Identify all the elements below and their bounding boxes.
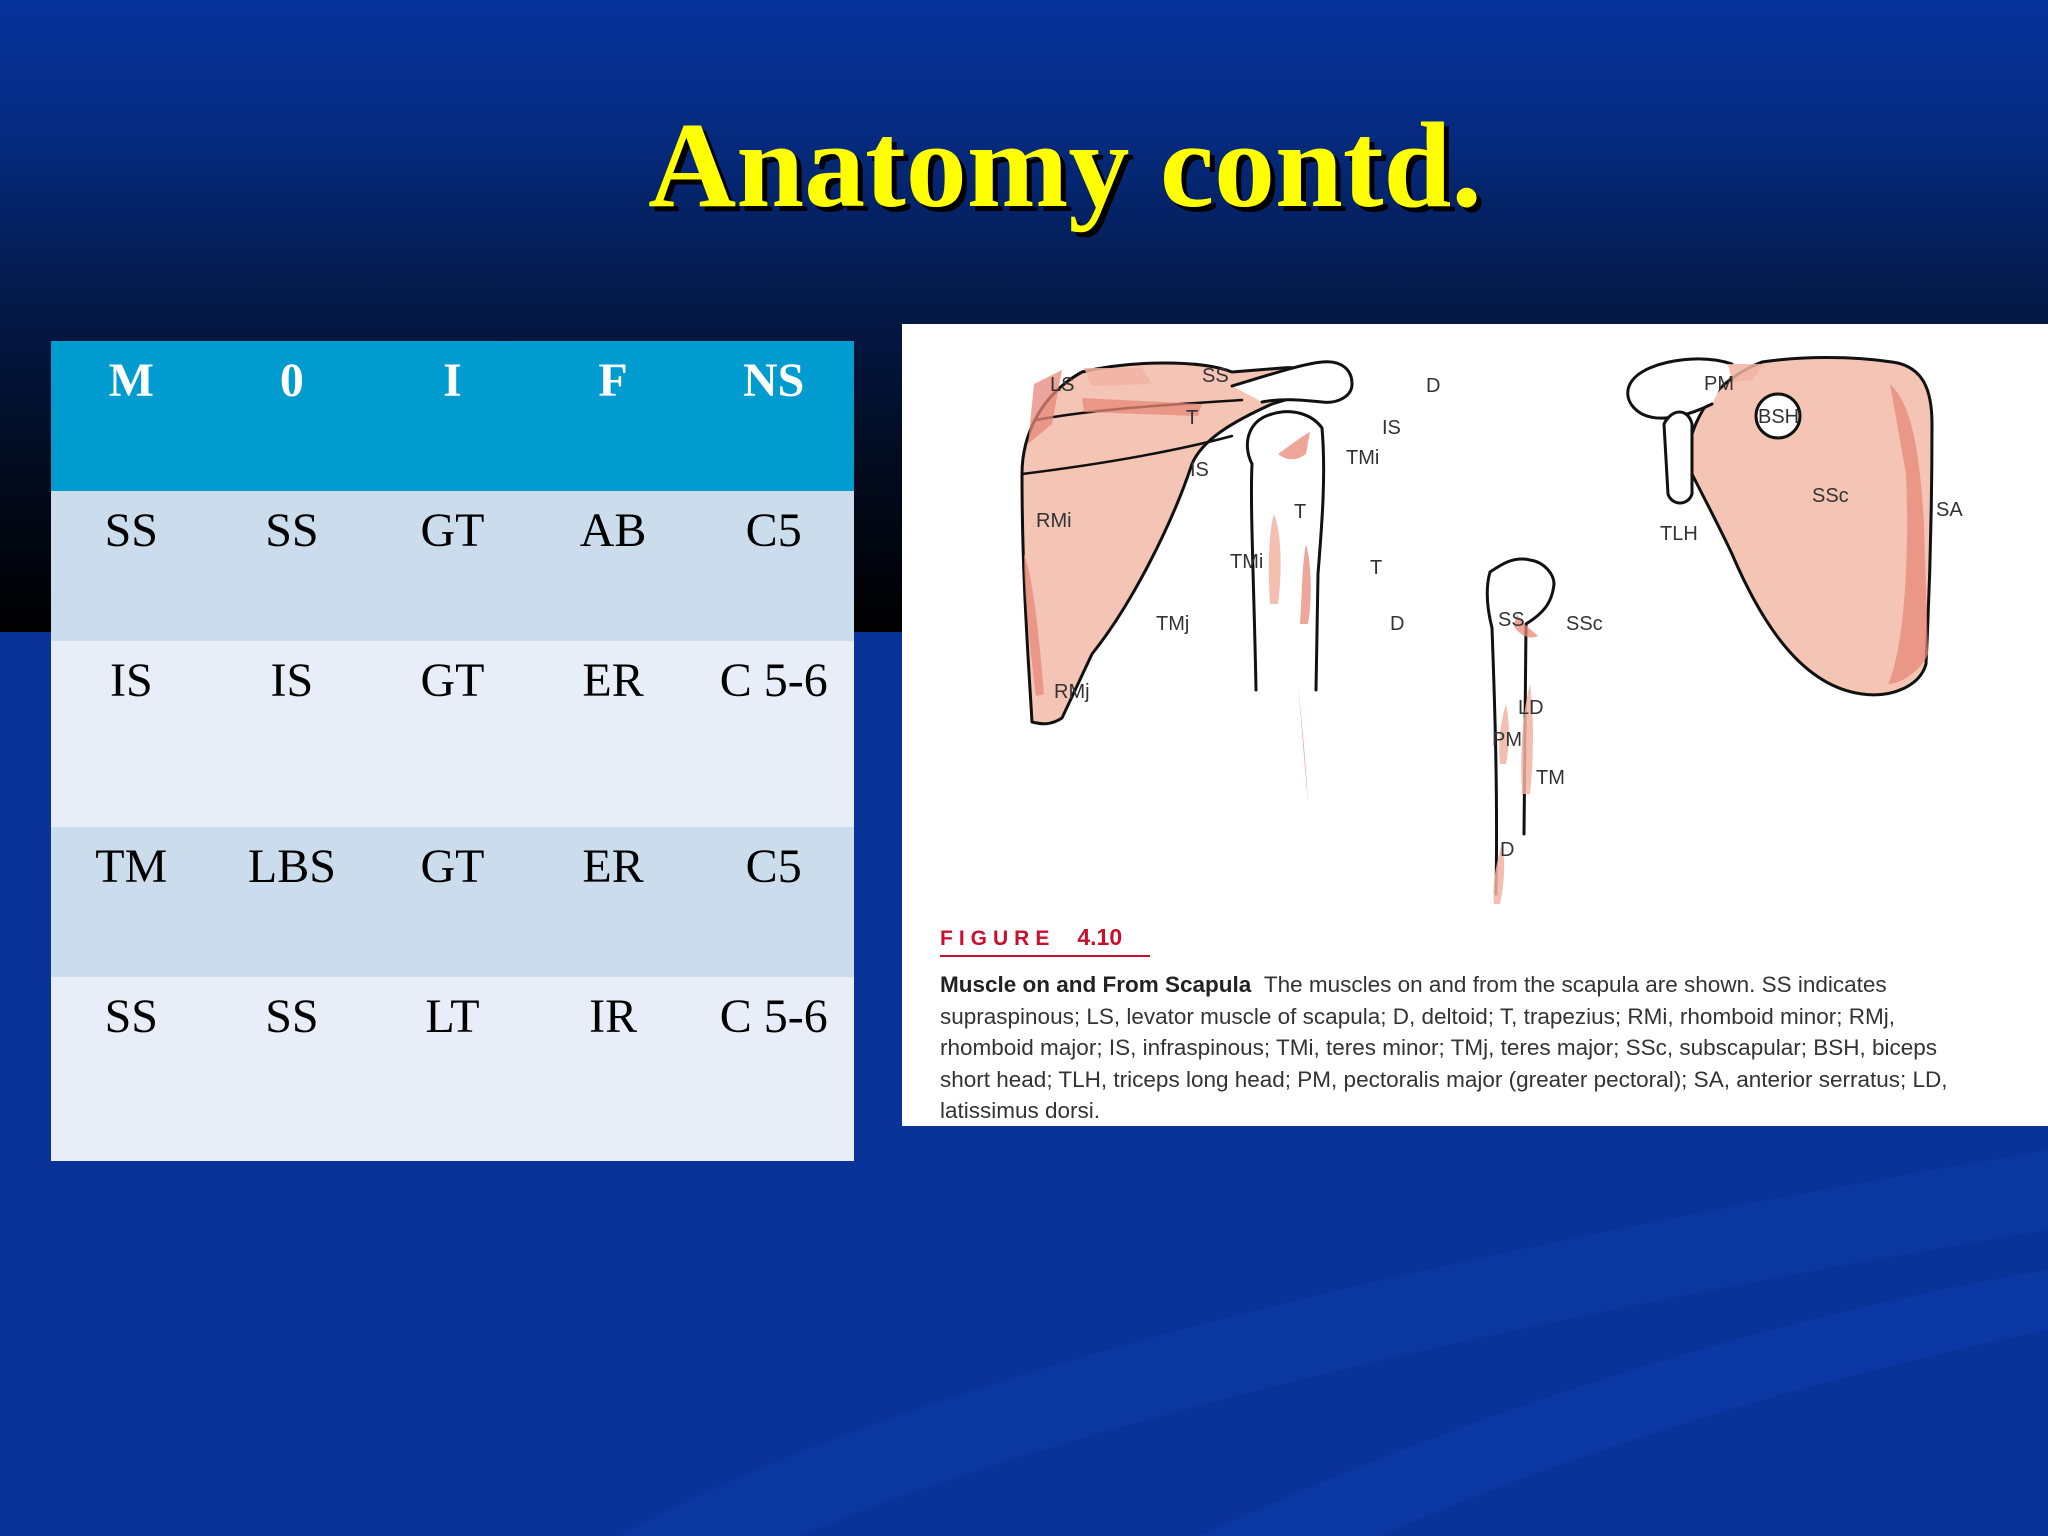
table-cell: LT bbox=[425, 990, 480, 1043]
table-cell: LBS bbox=[247, 840, 336, 893]
table-cell: C5 bbox=[745, 840, 802, 893]
figure-label: PM bbox=[1704, 373, 1734, 395]
caption-text bbox=[940, 969, 2040, 1126]
posterior-scapula bbox=[1022, 363, 1332, 724]
figure-label: T bbox=[1186, 407, 1199, 429]
figure-label: LS bbox=[1050, 374, 1075, 396]
figure-label: IS bbox=[1190, 459, 1209, 481]
table-cell: IR bbox=[589, 990, 638, 1043]
caption-line: rhomboid major; IS, infraspinous; TMi, teres minor; TMj, teres major; SSc, subscapular; BSH, biceps bbox=[940, 1035, 1938, 1060]
figure-label: TMi bbox=[1230, 551, 1264, 573]
table-cell: SS bbox=[104, 990, 158, 1043]
table-cell: IS bbox=[270, 654, 314, 707]
header-insertion: I bbox=[443, 354, 462, 407]
table-cell: SS bbox=[104, 504, 158, 557]
scapula-illustration bbox=[902, 324, 2048, 924]
figure-word: FIGURE bbox=[940, 927, 1056, 950]
table-row bbox=[51, 491, 854, 641]
table-row bbox=[51, 641, 854, 827]
table-cell: C 5-6 bbox=[719, 990, 828, 1043]
caption-line bbox=[940, 969, 2040, 1001]
slide-title: Anatomy contd. bbox=[648, 98, 1482, 233]
table-cell: TM bbox=[95, 840, 168, 893]
caption-line-text: The muscles on and from the scapula are shown. SS indicates bbox=[1263, 972, 1887, 997]
figure-label: T bbox=[1294, 501, 1307, 523]
figure-label: SS bbox=[1498, 609, 1525, 631]
figure-caption bbox=[940, 924, 2040, 1126]
figure-label: BSH bbox=[1758, 406, 1800, 428]
figure-label: LD bbox=[1518, 697, 1544, 719]
caption-line: supraspinous; LS, levator muscle of scapula; D, deltoid; T, trapezius; RMi, rhomboid minor; RMj, bbox=[940, 1003, 1895, 1029]
figure-label: RMj bbox=[1054, 681, 1090, 703]
figure-label: SS bbox=[1202, 365, 1229, 387]
figure-number: 4.10 bbox=[1077, 924, 1123, 950]
caption-line: short head; TLH, triceps long head; PM, pectoralis major (greater pectoral); SA, anterior serratus; LD, bbox=[940, 1066, 1948, 1092]
muscle-table-grid bbox=[51, 341, 854, 1161]
figure-label: TLH bbox=[1660, 523, 1698, 545]
triceps-origin bbox=[1664, 412, 1692, 503]
table-row bbox=[51, 827, 854, 977]
figure-label: TM bbox=[1536, 767, 1565, 789]
table-header-row bbox=[51, 341, 854, 491]
header-origin: 0 bbox=[279, 354, 304, 407]
figure-label: D bbox=[1390, 613, 1405, 635]
table-cell: GT bbox=[420, 840, 485, 893]
figure-label: TMi bbox=[1346, 447, 1380, 469]
table-cell: GT bbox=[420, 504, 485, 557]
figure-number-row bbox=[940, 924, 2040, 951]
figure-label: T bbox=[1370, 557, 1383, 579]
figure-label: D bbox=[1426, 375, 1441, 397]
table-cell: C5 bbox=[745, 504, 802, 557]
figure-label: IS bbox=[1382, 417, 1401, 439]
figure-label: PM bbox=[1492, 729, 1522, 751]
table-cell: ER bbox=[582, 840, 644, 893]
figure-label: D bbox=[1500, 839, 1515, 861]
scapula-figure bbox=[902, 324, 2048, 1126]
caption-heading: Muscle on and From Scapula bbox=[940, 972, 1252, 997]
header-nerve-supply: NS bbox=[743, 354, 805, 407]
figure-label: SA bbox=[1936, 499, 1963, 521]
table-cell: SS bbox=[265, 504, 319, 557]
table-cell: AB bbox=[579, 504, 647, 557]
figure-label: RMi bbox=[1036, 510, 1072, 532]
caption-line: latissimus dorsi. bbox=[940, 1098, 1101, 1123]
header-m: M bbox=[108, 354, 154, 407]
table-cell: SS bbox=[265, 990, 319, 1043]
table-cell: IS bbox=[109, 654, 153, 707]
figure-label: SSc bbox=[1566, 613, 1603, 635]
table-row bbox=[51, 977, 854, 1161]
figure-label: TMj bbox=[1156, 613, 1190, 635]
table-cell: C 5-6 bbox=[719, 654, 828, 707]
table-cell: ER bbox=[582, 654, 644, 707]
figure-label: SSc bbox=[1812, 485, 1849, 507]
muscle-table bbox=[51, 341, 854, 1161]
table-cell: GT bbox=[420, 654, 485, 707]
header-function: F bbox=[598, 354, 628, 407]
caption-rule bbox=[940, 955, 1150, 957]
